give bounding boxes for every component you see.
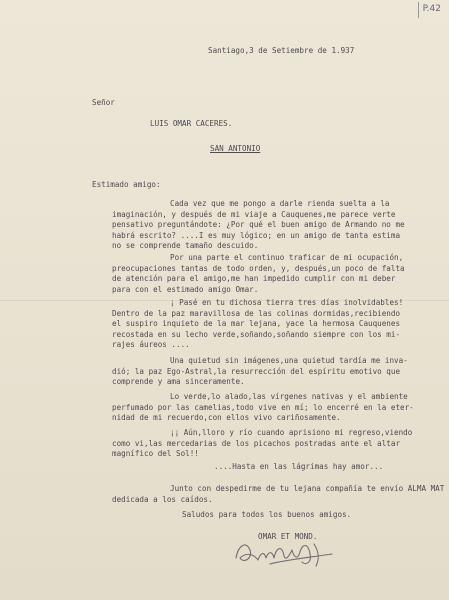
paragraph-line: perfumado por las camelias,todo vive en mí; lo encerré en la eter- [112,402,414,412]
recipient-city: SAN ANTONIO [210,144,261,153]
greeting: Estimado amigo: [92,180,161,189]
paragraph-5 [112,392,432,424]
paragraph-4 [112,356,432,388]
paragraph-7 [156,462,449,473]
paragraph-line: pensativo preguntándote: ¿Por qué el buen amigo de Armando no me [112,220,405,230]
paragraph-line: para con el estimado amigo Omar. [112,284,259,294]
paragraph-1 [112,199,432,252]
paragraph-3 [112,298,432,351]
paragraph-line: como vi,las mercedarias de los picachos postradas ante el altar [112,438,401,448]
paragraph-line: magnífico del Sol!! [112,449,199,459]
paragraph-line: Una quietud sin imágenes,una quietud tardía me inva- [170,356,408,365]
paragraph-line: recostada en su lecho verde,soñando,soñando siempre con los mi- [112,329,401,339]
handwritten-signature [230,528,340,574]
paragraph-line: de atención para el amigo,me han impedido cumplir con mi deber [112,274,396,284]
paragraph-line: habrá escrito? ....I es muy lógico; en un amigo de tanta estima [112,230,401,240]
paragraph-line: ¡ Pasé en tu dichosa tierra tres días inolvidables! [170,298,404,307]
paragraph-line: Lo verde,lo alado,las vírgenes nativas y el ambiente [170,392,408,401]
paragraph-line: Dentro de la paz maravillosa de las colinas dormidas,recibiendo [112,308,401,318]
date-line: Santiago,3 de Setiembre de 1.937 [208,46,355,55]
paragraph-line: Por una parte el continuo traficar de mi ocupación, [170,253,404,262]
paragraph-line: ¡¡ Aún,lloro y río cuando aprisiono mi regreso,viendo [170,428,413,437]
paragraph-line: Junto con despedirme de tu lejana compañía te envío ALMA MAT [170,484,445,493]
sender-name: OMAR ET MOND. [258,532,318,541]
paragraph-8 [112,484,445,505]
paragraph-line: imaginación, y después de mi viaje a Cauquenes,me parece verte [112,209,396,219]
archive-reference: P.42 [418,2,441,18]
paragraph-line: ....Hasta en las lágrimas hay amor... [214,462,384,471]
paragraph-line: dedicada a los caídos. [112,494,213,504]
paragraph-line: rajes áureos .... [112,340,190,350]
paragraph-6 [112,428,432,460]
paragraph-line: preocupaciones tantas de todo orden, y, después,un poco de falta [112,263,405,273]
paragraph-line: comprende y ama sinceramente. [112,377,245,387]
paragraph-line: dió; la paz Ego-Astral,la resurrección del espíritu emotivo que [112,366,401,376]
paragraph-line: Cada vez que me pongo a darle rienda suelta a la [170,199,390,208]
salutation-title: Señor [92,98,115,107]
paragraph-line: nidad de mi recuerdo,con ellos vivo cariñosamente. [112,413,341,423]
recipient-name: LUIS OMAR CACERES. [150,119,233,128]
closing-line: Saludos para todos los buenos amigos. [182,510,352,519]
paragraph-2 [112,253,432,295]
paragraph-line: no se comprende tamaño descuido. [112,241,259,251]
paragraph-line: el suspiro inquieto de la mar lejana, yace la hermosa Cauquenes [112,319,401,329]
